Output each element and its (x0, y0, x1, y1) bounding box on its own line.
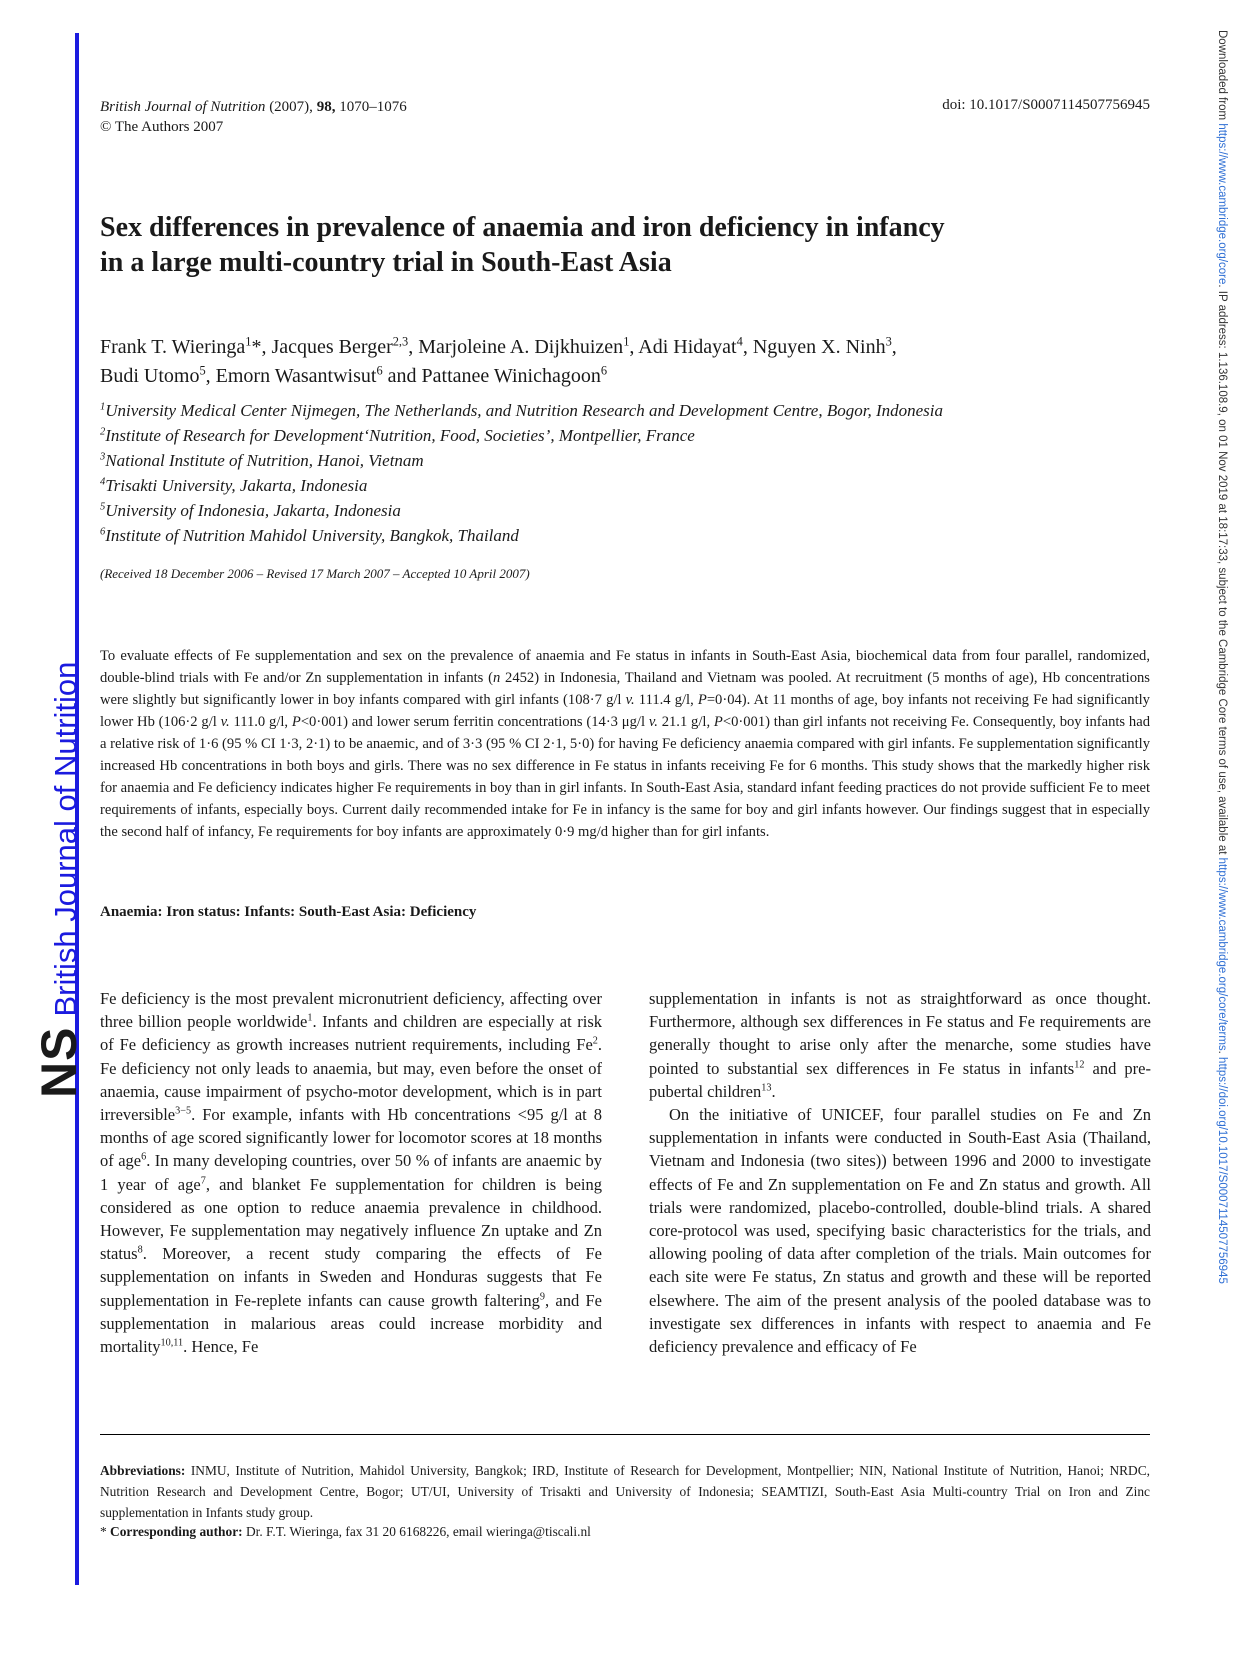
ref-sup: 8 (137, 1244, 143, 1256)
author-name: Pattanee Winichagoon (421, 365, 601, 387)
author-sup: 6 (376, 363, 383, 378)
download-prefix: Downloaded from (1216, 30, 1228, 124)
body-column-right (649, 987, 1151, 1358)
author-name: Frank T. Wieringa (100, 336, 246, 358)
author-sep: , (629, 336, 639, 358)
keywords: Anaemia: Iron status: Infants: South-East Asia: Deficiency (100, 904, 477, 920)
affiliation (100, 523, 1180, 548)
body-text: . Fe deficiency not only leads to anaemia, but may, even before the onset of anaemia, cause impairment of psycho-motor development, which is in part irreversible (100, 1035, 602, 1125)
body-text: Fe deficiency is the most prevalent micronutrient deficiency, affecting over three billion people worldwide (100, 989, 602, 1032)
affiliation-text: National Institute of Nutrition, Hanoi, Vietnam (105, 451, 424, 470)
author-sup: 6 (600, 363, 608, 378)
side-journal-name: British Journal of Nutrition (48, 661, 83, 1017)
author-name: Budi Utomo (100, 365, 200, 387)
affiliation-num: 3 (100, 451, 106, 463)
abstract-n: n (492, 670, 501, 686)
affiliation (100, 498, 1180, 523)
ref-sup: 13 (761, 1082, 772, 1094)
body-text: . (771, 1081, 776, 1101)
author-name: Marjoleine A. Dijkhuizen (418, 336, 624, 358)
affiliation-num: 5 (100, 501, 106, 513)
header-year: (2007), (269, 99, 313, 115)
ns-logo: NS (31, 1026, 87, 1098)
header-journal: British Journal of Nutrition (100, 99, 266, 115)
author-sep: , (408, 336, 419, 358)
abstract-text: 111.0 g/l, (229, 714, 292, 730)
author-sep: , (205, 365, 216, 387)
affiliations (100, 398, 1180, 548)
abstract-text: To evaluate effects of Fe supplementation and sex on the prevalence of anaemia and Fe status in infants in South-East Asia, biochemical data from four parallel, randomized, double-blind trials with Fe and/or Zn supplementation in infants ( (100, 648, 1150, 686)
author-name: Jacques Berger (271, 336, 393, 358)
abstract-text: 111.4 g/l, (634, 692, 698, 708)
corr-label: Corresponding author: (110, 1524, 243, 1539)
journal-side-banner (30, 618, 88, 1098)
body-paragraph: On the initiative of UNICEF, four parallel studies on Fe and Zn supplementation in infants were conducted in South-East Asia (Thailand, Vietnam and Indonesia (two sites)) between 1996 and 2000 to investigate effects of Fe and Zn supplementation on Fe and Zn status and growth. All trials were randomized, placebo-controlled, double-blind trials. A shared core-protocol was used, specifying basic characteristics for the trials, and allowing pooling of data after completion of the trials. Main outcomes for each site were Fe status, Zn status and growth and these will be reported elsewhere. The aim of the present analysis of the pooled database was to investigate sex differences in infants with respect to anaemia and Fe deficiency prevalence and efficacy of Fe (649, 1105, 1151, 1357)
ref-sup: 3−5 (175, 1105, 192, 1117)
body-column-left (100, 987, 602, 1358)
doi-link[interactable]: https://doi.org/10.1017/S0007114507756945 (1216, 1057, 1228, 1284)
abstract-text: 21.1 g/l, (657, 714, 714, 730)
title-line-2: in a large multi-country trial in South-East Asia (100, 247, 672, 278)
header-volume: 98, (316, 99, 336, 115)
download-note (1216, 30, 1228, 1470)
download-sep: . (1216, 1050, 1228, 1058)
ref-sup: 7 (200, 1175, 206, 1187)
body-text: supplementation in infants is not as straightforward as once thought. Furthermore, although sex differences in Fe status and Fe requirements are generally thought to arise only after the menarche, some studies have pointed to substantial sex differences in Fe status in infants (649, 989, 1151, 1078)
body-text: and pre-pubertal children (649, 1058, 1151, 1101)
abstract-v: v. (625, 692, 635, 708)
abbreviations-footnote (100, 1460, 1150, 1523)
author-sep: , (891, 336, 897, 358)
affiliation (100, 473, 1180, 498)
author-sep: and (382, 365, 422, 387)
body-text: . Infants and children are especially at risk of Fe deficiency as growth increases nutrient requirements, including Fe (100, 1012, 603, 1055)
received-dates: (Received 18 December 2006 – Revised 17 March 2007 – Accepted 10 April 2007) (100, 566, 530, 581)
affiliation-text: Institute of Research for Development‘Nutrition, Food, Societies’, Montpellier, France (105, 426, 695, 445)
author-sup: 4 (736, 334, 743, 349)
body-text: . For example, infants with Hb concentrations <95 g/l at 8 months of age scored significantly lower for locomotor scores at 18 months of age (100, 1105, 602, 1171)
author-sup: 5 (199, 363, 206, 378)
abbrev-label: Abbreviations: (100, 1463, 186, 1478)
author-sep: *, (251, 336, 272, 358)
affiliation-num: 2 (100, 426, 106, 438)
abstract-text: <0·001) than girl infants not receiving Fe. Consequently, boy infants had a relative risk of 1·6 (95 % CI 1·3, 2·1) to be anaemic, and of 3·3 (95 % CI 2·1, 5·0) for having Fe deficiency anaemia compared with girl infants. Fe supplementation significantly increased Hb concentrations in both boys and girls. There was no sex difference in Fe status in infants receiving Fe for 6 months. This study shows that the markedly higher risk for anaemia and Fe deficiency indicates higher Fe requirements in boy than in girl infants. In South-East Asia, standard infant feeding practices do not provide sufficient Fe to meet requirements of infants, especially boys. Current daily recommended intake for Fe in infancy is the same for boy and girl infants however. Our findings suggest that in especially the second half of infancy, Fe requirements for boy infants are approximately 0·9 mg/d higher than for girl infants. (100, 714, 1150, 840)
body-paragraph (649, 987, 1151, 1103)
corresponding-author-footnote (100, 1524, 591, 1540)
ref-sup: 9 (539, 1291, 545, 1303)
ref-sup: 10,11 (160, 1337, 184, 1349)
terms-link[interactable]: https://www.cambridge.org/core/terms (1216, 857, 1228, 1051)
affiliation-text: Trisakti University, Jakarta, Indonesia (105, 476, 368, 495)
abstract-v: v. (648, 714, 658, 730)
ref-sup: 6 (141, 1151, 147, 1163)
citation-header (100, 97, 407, 137)
author-sep: , (742, 336, 753, 358)
download-ip-text: . IP address: 1.136.108.9, on 01 Nov 2019 at 18:17:33, subject to the Cambridge Core terms of use, available at (1216, 284, 1228, 858)
title-line-1: Sex differences in prevalence of anaemia and iron deficiency in infancy (100, 212, 945, 243)
header-pages: 1070–1076 (339, 99, 407, 115)
abstract (100, 645, 1150, 843)
abstract-v: v. (220, 714, 230, 730)
abstract-p: P (697, 692, 707, 708)
affiliation-num: 6 (100, 526, 106, 538)
header-copyright: © The Authors 2007 (100, 119, 224, 135)
abstract-text: <0·001) and lower serum ferritin concentrations (14·3 μg/l (300, 714, 649, 730)
footnote-rule (100, 1434, 1150, 1435)
affiliation-text: Institute of Nutrition Mahidol University, Bangkok, Thailand (105, 526, 519, 545)
abstract-p: P (291, 714, 301, 730)
ref-sup: 1 (307, 1012, 313, 1024)
author-name: Adi Hidayat (638, 336, 737, 358)
body-text: . Hence, Fe (183, 1337, 259, 1357)
affiliation-num: 1 (100, 401, 106, 413)
author-sup: 1 (623, 334, 630, 349)
author-sup: 2,3 (392, 334, 409, 349)
ref-sup: 12 (1074, 1059, 1085, 1071)
affiliation-text: University Medical Center Nijmegen, The Netherlands, and Nutrition Research and Development Centre, Bogor, Indonesia (105, 401, 944, 420)
corr-text: Dr. F.T. Wieringa, fax 31 20 6168226, email wieringa@tiscali.nl (242, 1524, 591, 1539)
affiliation-text: University of Indonesia, Jakarta, Indonesia (105, 501, 401, 520)
citation-line (100, 97, 407, 117)
body-text: . In many developing countries, over 50 % of infants are anaemic by 1 year of age (100, 1151, 602, 1194)
cambridge-core-link[interactable]: https://www.cambridge.org/core (1216, 123, 1228, 285)
body-text: , and Fe supplementation in malarious areas could increase morbidity and mortality (100, 1290, 603, 1357)
abstract-text: =0·04). At 11 months of age, boy infants not receiving Fe had significantly lower Hb (106·2 g/l (100, 692, 1150, 730)
author-name: Nguyen X. Ninh (752, 336, 886, 358)
author-list (100, 333, 1160, 391)
abbrev-text: INMU, Institute of Nutrition, Mahidol University, Bangkok; IRD, Institute of Research for Development, Montpellier; NIN, National Institute of Nutrition, Hanoi; NRDC, Nutrition Research and Development Centre, Bogor; UT/UI, University of Trisakti and University of Indonesia; SEAMTIZI, South-East Asia Multi-country Trial on Iron and Zinc supplementation in Infants study group. (100, 1463, 1150, 1520)
affiliation (100, 423, 1180, 448)
abstract-p: P (713, 714, 723, 730)
author-sup: 3 (885, 334, 892, 349)
abstract-text: 2452) in Indonesia, Thailand and Vietnam was pooled. At recruitment (5 months of age), Hb concentrations were slightly but significantly lower in boy infants compared with girl infants (108·7 g/l (100, 670, 1150, 708)
article-title (100, 210, 1160, 280)
affiliation-num: 4 (100, 476, 106, 488)
body-text: . Moreover, a recent study comparing the effects of Fe supplementation on infants in Sweden and Honduras suggests that Fe supplementation in Fe-replete infants can cause growth faltering (100, 1244, 602, 1310)
affiliation (100, 448, 1180, 473)
author-name: Emorn Wasantwisut (215, 365, 377, 387)
body-text: , and blanket Fe supplementation for children is being considered as one option to reduce anaemia prevalence in childhood. However, Fe supplementation may negatively influence Zn uptake and Zn status (100, 1174, 602, 1264)
ref-sup: 2 (592, 1035, 598, 1047)
author-sup: 1 (245, 334, 252, 349)
affiliation (100, 398, 1180, 423)
corr-star: * (100, 1524, 111, 1539)
header-doi: doi: 10.1017/S0007114507756945 (942, 97, 1150, 113)
